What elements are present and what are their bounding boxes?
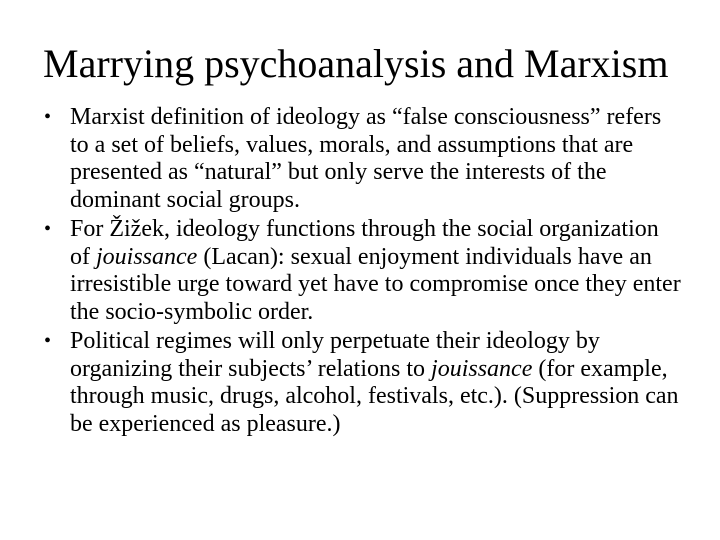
slide-title: Marrying psychoanalysis and Marxism — [43, 41, 669, 86]
bullet-dot-icon: • — [44, 106, 52, 128]
bullet-item-political-regimes — [44, 328, 684, 438]
bullet-text-segment: (Lacan): sexual enjoyment individuals have an irresistible urge toward yet have to compromise once they enter the socio-symbolic order. — [70, 243, 681, 325]
bullet-text-segment: Marxist definition of ideology as “false consciousness” refers to a set of beliefs, values, morals, and assumptions that are presented as “natural” but only serve the interests of the dominant social groups. — [70, 104, 662, 213]
bullet-text-segment: For Žižek, ideology functions through the social organization of — [70, 216, 659, 270]
bullet-dot-icon: • — [44, 330, 52, 352]
bullet-text — [70, 216, 681, 325]
bullet-item-marxist-definition — [44, 104, 684, 214]
bullet-item-zizek-ideology — [44, 216, 684, 326]
italic-term-jouissance: jouissance — [96, 243, 198, 270]
bullet-text — [70, 104, 661, 213]
bullet-text-segment: Political regimes will only perpetuate their ideology by organizing their subjects’ relations to — [70, 328, 600, 382]
bullet-text — [70, 328, 679, 437]
bullet-list — [44, 104, 684, 440]
bullet-dot-icon: • — [44, 218, 52, 240]
italic-term-jouissance: jouissance — [431, 355, 533, 382]
bullet-text-segment: (for example, through music, drugs, alcohol, festivals, etc.). (Suppression can be experienced as pleasure.) — [70, 355, 679, 437]
